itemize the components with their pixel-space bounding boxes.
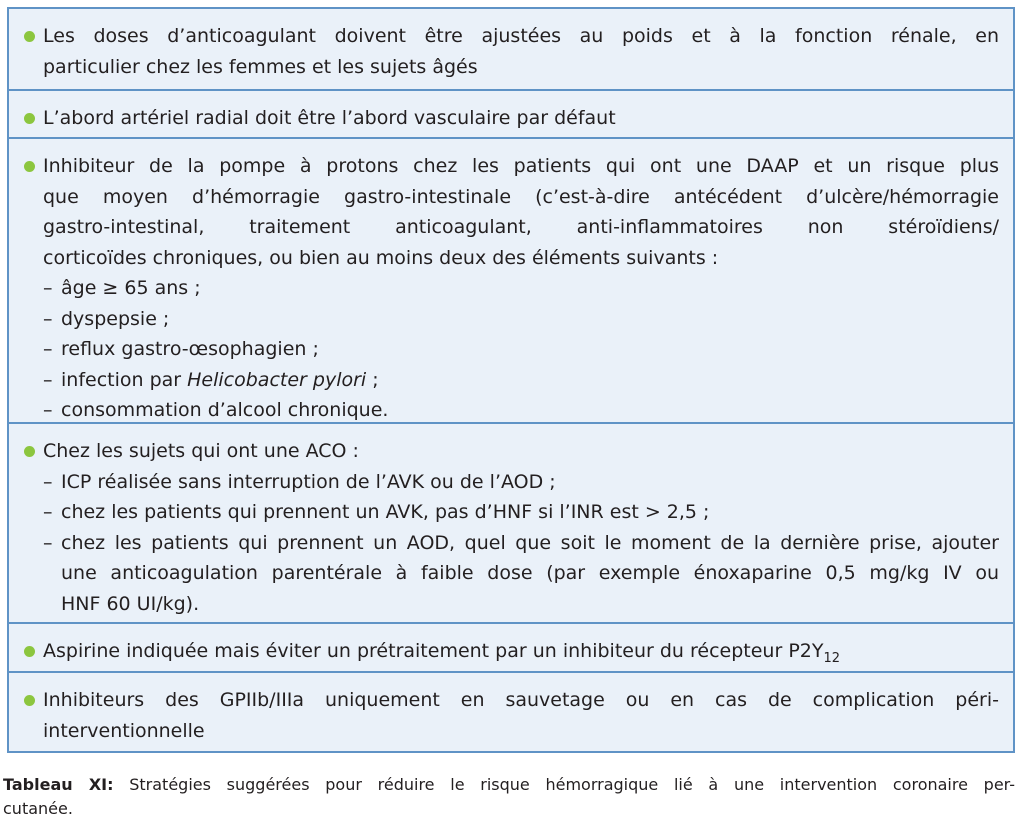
table-caption	[3, 773, 1015, 821]
caption-line: cutanée.	[3, 799, 73, 818]
list-item	[43, 395, 999, 426]
row-line: Inhibiteur de la pompe à protons chez les patients qui ont une DAAP et un risque plus	[43, 155, 999, 177]
table-row	[9, 9, 1013, 91]
list-item	[43, 528, 999, 620]
list-item	[43, 304, 999, 335]
list-item-line: chez les patients qui prennent un AOD, quel que soit le moment de la dernière prise, ajouter	[61, 531, 999, 554]
list-item	[43, 273, 999, 304]
caption-line	[3, 773, 1015, 797]
bullet-icon	[24, 695, 35, 706]
dash-marker: –	[43, 531, 53, 554]
dash-marker: –	[43, 338, 53, 360]
row-line: gastro-intestinal, traitement anticoagulant, anti-inflammatoires non stéroïdiens/	[43, 216, 999, 238]
row-line: Inhibiteurs des GPIIb/IIIa uniquement en sauvetage ou en cas de complication péri-	[43, 689, 999, 711]
dash-marker: –	[43, 307, 53, 330]
subscript: 12	[823, 651, 841, 666]
table-row	[9, 624, 1013, 673]
table-row	[9, 673, 1013, 751]
caption-label: Tableau XI:	[3, 775, 114, 794]
list-item-text: chez les patients qui prennent un AVK, pas d’HNF si l’INR est > 2,5 ;	[61, 501, 710, 523]
list-item-text: reflux gastro-œsophagien ;	[61, 338, 319, 360]
row-line: particulier chez les femmes et les sujets âgés	[43, 55, 478, 78]
list-item-text: ;	[366, 368, 379, 391]
list-item	[43, 467, 999, 498]
list-item	[43, 365, 999, 396]
list-item-text: dyspepsie ;	[61, 307, 170, 330]
row-line: Les doses d’anticoagulant doivent être ajustées au poids et à la fonction rénale, en	[43, 25, 999, 47]
dash-marker: –	[43, 501, 53, 523]
bullet-icon	[24, 31, 35, 42]
dash-marker: –	[43, 470, 53, 493]
row-text: Aspirine indiquée mais éviter un prétraitement par un inhibiteur du récepteur P2Y	[43, 640, 824, 662]
dash-marker: –	[43, 368, 53, 391]
bullet-icon	[24, 646, 35, 657]
list-item-text: infection par	[61, 368, 188, 391]
row-line: interventionnelle	[43, 719, 205, 742]
list-item	[43, 334, 999, 365]
list-item-line: HNF 60 UI/kg).	[61, 592, 200, 615]
table-row	[9, 91, 1013, 139]
bullet-icon	[24, 113, 35, 124]
list-item-text: consommation d’alcool chronique.	[61, 399, 389, 421]
table-row	[9, 139, 1013, 424]
bullet-icon	[24, 446, 35, 457]
dash-marker: –	[43, 277, 53, 299]
list-item-text: âge ≥ 65 ans ;	[61, 277, 201, 299]
list-item-text: ICP réalisée sans interruption de l’AVK ou de l’AOD ;	[61, 470, 556, 493]
recommendations-table	[7, 7, 1015, 753]
bullet-icon	[24, 161, 35, 172]
row-line: L’abord artériel radial doit être l’abord vasculaire par défaut	[43, 107, 616, 129]
caption-text: Stratégies suggérées pour réduire le risque hémorragique lié à une intervention coronaire per-	[113, 775, 1015, 794]
row-line: corticoïdes chroniques, ou bien au moins deux des éléments suivants :	[43, 246, 719, 269]
row-line	[43, 636, 999, 667]
dash-marker: –	[43, 399, 53, 421]
row-line: que moyen d’hémorragie gastro-intestinale (c’est-à-dire antécédent d’ulcère/hémorragie	[43, 185, 999, 208]
table-row	[9, 424, 1013, 624]
list-item	[43, 497, 999, 528]
species-name: Helicobacter pylori	[187, 368, 367, 391]
list-item-line: une anticoagulation parentérale à faible dose (par exemple énoxaparine 0,5 mg/kg IV ou	[61, 562, 999, 584]
row-line: Chez les sujets qui ont une ACO :	[43, 440, 359, 462]
